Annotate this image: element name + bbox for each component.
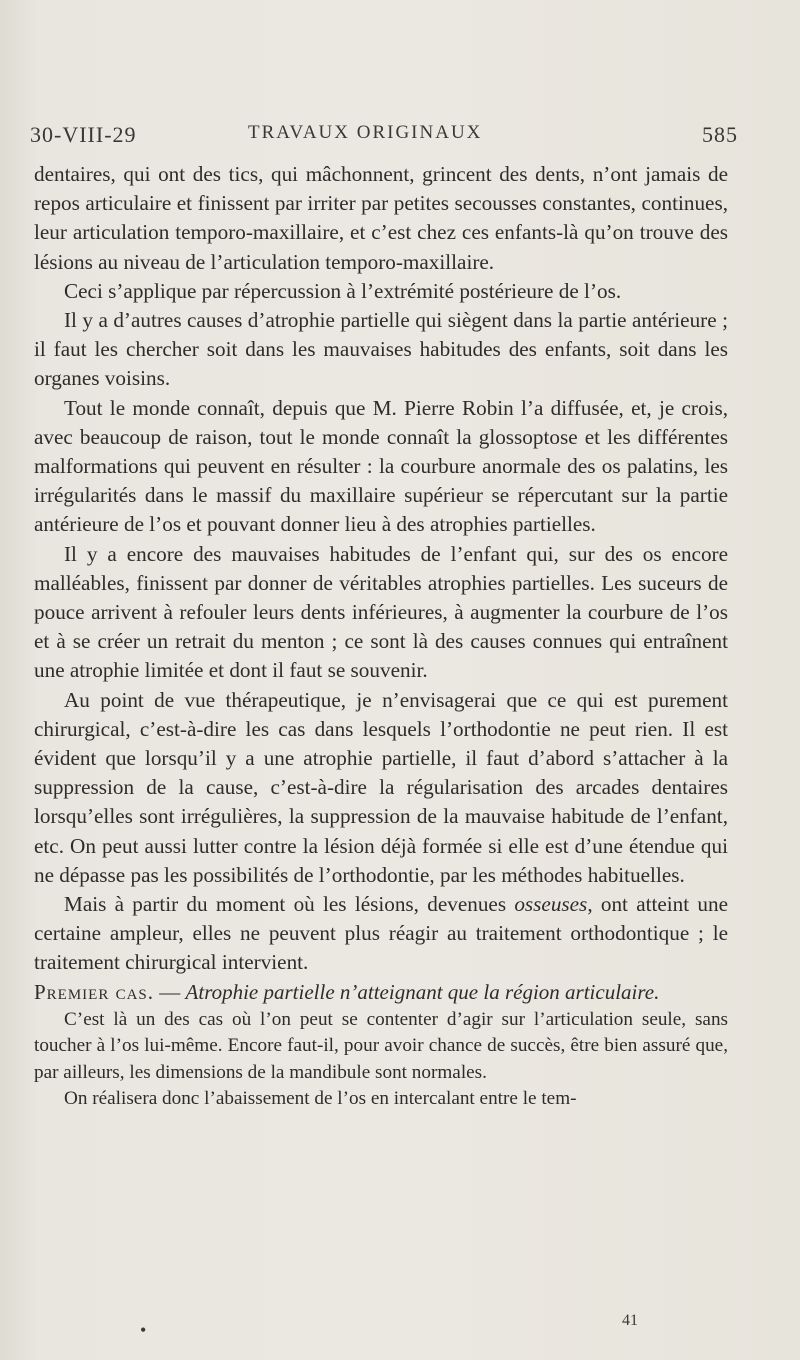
paragraph-7-start: Mais à partir du moment où les lésions, devenues bbox=[64, 892, 515, 917]
signature-mark: 41 bbox=[622, 1312, 638, 1329]
page-number: 585 bbox=[702, 122, 738, 147]
section-title: Atrophie partielle n’atteignant que la région articulaire. bbox=[185, 979, 660, 1004]
section-heading bbox=[34, 978, 728, 1007]
header-title: TRAVAUX ORIGINAUX bbox=[248, 122, 483, 143]
paragraph-3: Il y a d’autres causes d’atrophie partielle qui siègent dans la partie antérieure ; il faut les chercher soit dans les mauvaises habitudes des enfants, soit dans les organes voisins. bbox=[34, 308, 728, 391]
paragraph-4: Tout le monde connaît, depuis que M. Pierre Robin l’a diffusée, et, je crois, avec beaucoup de raison, tout le monde connaît la glossoptose et les différentes malformations qui peuvent en résulter : la courbure anormale des os palatins, les irrégularités dans le massif du maxillaire supérieur se répercutant sur la partie antérieure de l’os et pouvant donner lieu à des atrophies partielles. bbox=[34, 395, 728, 537]
paragraph-7-emphasis: osseuses bbox=[514, 892, 588, 917]
header-date: 30-VIII-29 bbox=[30, 122, 137, 147]
page-footer bbox=[0, 1312, 800, 1356]
section-label: Premier cas. bbox=[34, 979, 155, 1004]
small-paragraph-1: C’est là un des cas où l’on peut se contenter d’agir sur l’articulation seule, sans toucher à l’os lui-même. Encore faut-il, pour avoir chance de succès, être bien assuré que, par ailleurs, les dimensions de la mandibule sont normales. bbox=[34, 1008, 728, 1083]
paragraph-5: Il y a encore des mauvaises habitudes de l’enfant qui, sur des os encore malléables, finissent par donner de véritables atrophies partielles. Les suceurs de pouce arrivent à refouler leurs dents inférieures, à augmenter la courbure de l’os et à se créer un retrait du menton ; ce sont là des causes connues qui entraînent une atrophie limitée et dont il faut se souvenir. bbox=[34, 541, 728, 683]
section-dash: — bbox=[154, 979, 186, 1004]
paragraph-1: dentaires, qui ont des tics, qui mâchonnent, grincent des dents, n’ont jamais de repos articulaire et finissent par irriter par petites secousses constantes, continues, leur articulation temporo-maxillaire, et c’est chez ces enfants-là qu’on trouve des lésions au niveau de l’articulation temporo-maxillaire. bbox=[34, 162, 728, 274]
paragraph-6: Au point de vue thérapeutique, je n’envisagerai que ce qui est purement chirurgical, c’est-à-dire les cas dans lesquels l’orthodontie ne peut rien. Il est évident que lorsqu’il y a une atrophie partielle, il faut d’abord s’attacher à la suppression de la cause, c’est-à-dire la régularisation des arcades dentaires lorsqu’elles sont irrégulières, la suppression de la mauvaise habitude de l’enfant, etc. On peut aussi lutter contre la lésion déjà formée si elle est d’une étendue qui ne dépasse pas les possibilités de l’orthodontie, par les méthodes habituelles. bbox=[34, 687, 728, 887]
body-text bbox=[34, 160, 728, 1113]
paragraph-2: Ceci s’applique par répercussion à l’extrémité postérieure de l’os. bbox=[64, 278, 622, 303]
small-text-block bbox=[34, 1007, 728, 1113]
paragraph-7-end: , ont atteint une certaine ampleur, elles ne peuvent plus réagir au traitement orthodontique ; le traitement chirurgical intervient. bbox=[34, 892, 728, 975]
footer-dot: • bbox=[140, 1320, 147, 1340]
paragraph-7 bbox=[34, 890, 728, 978]
running-header bbox=[30, 122, 738, 152]
small-paragraph-2: On réalisera donc l’abaissement de l’os en intercalant entre le tem- bbox=[64, 1088, 577, 1110]
